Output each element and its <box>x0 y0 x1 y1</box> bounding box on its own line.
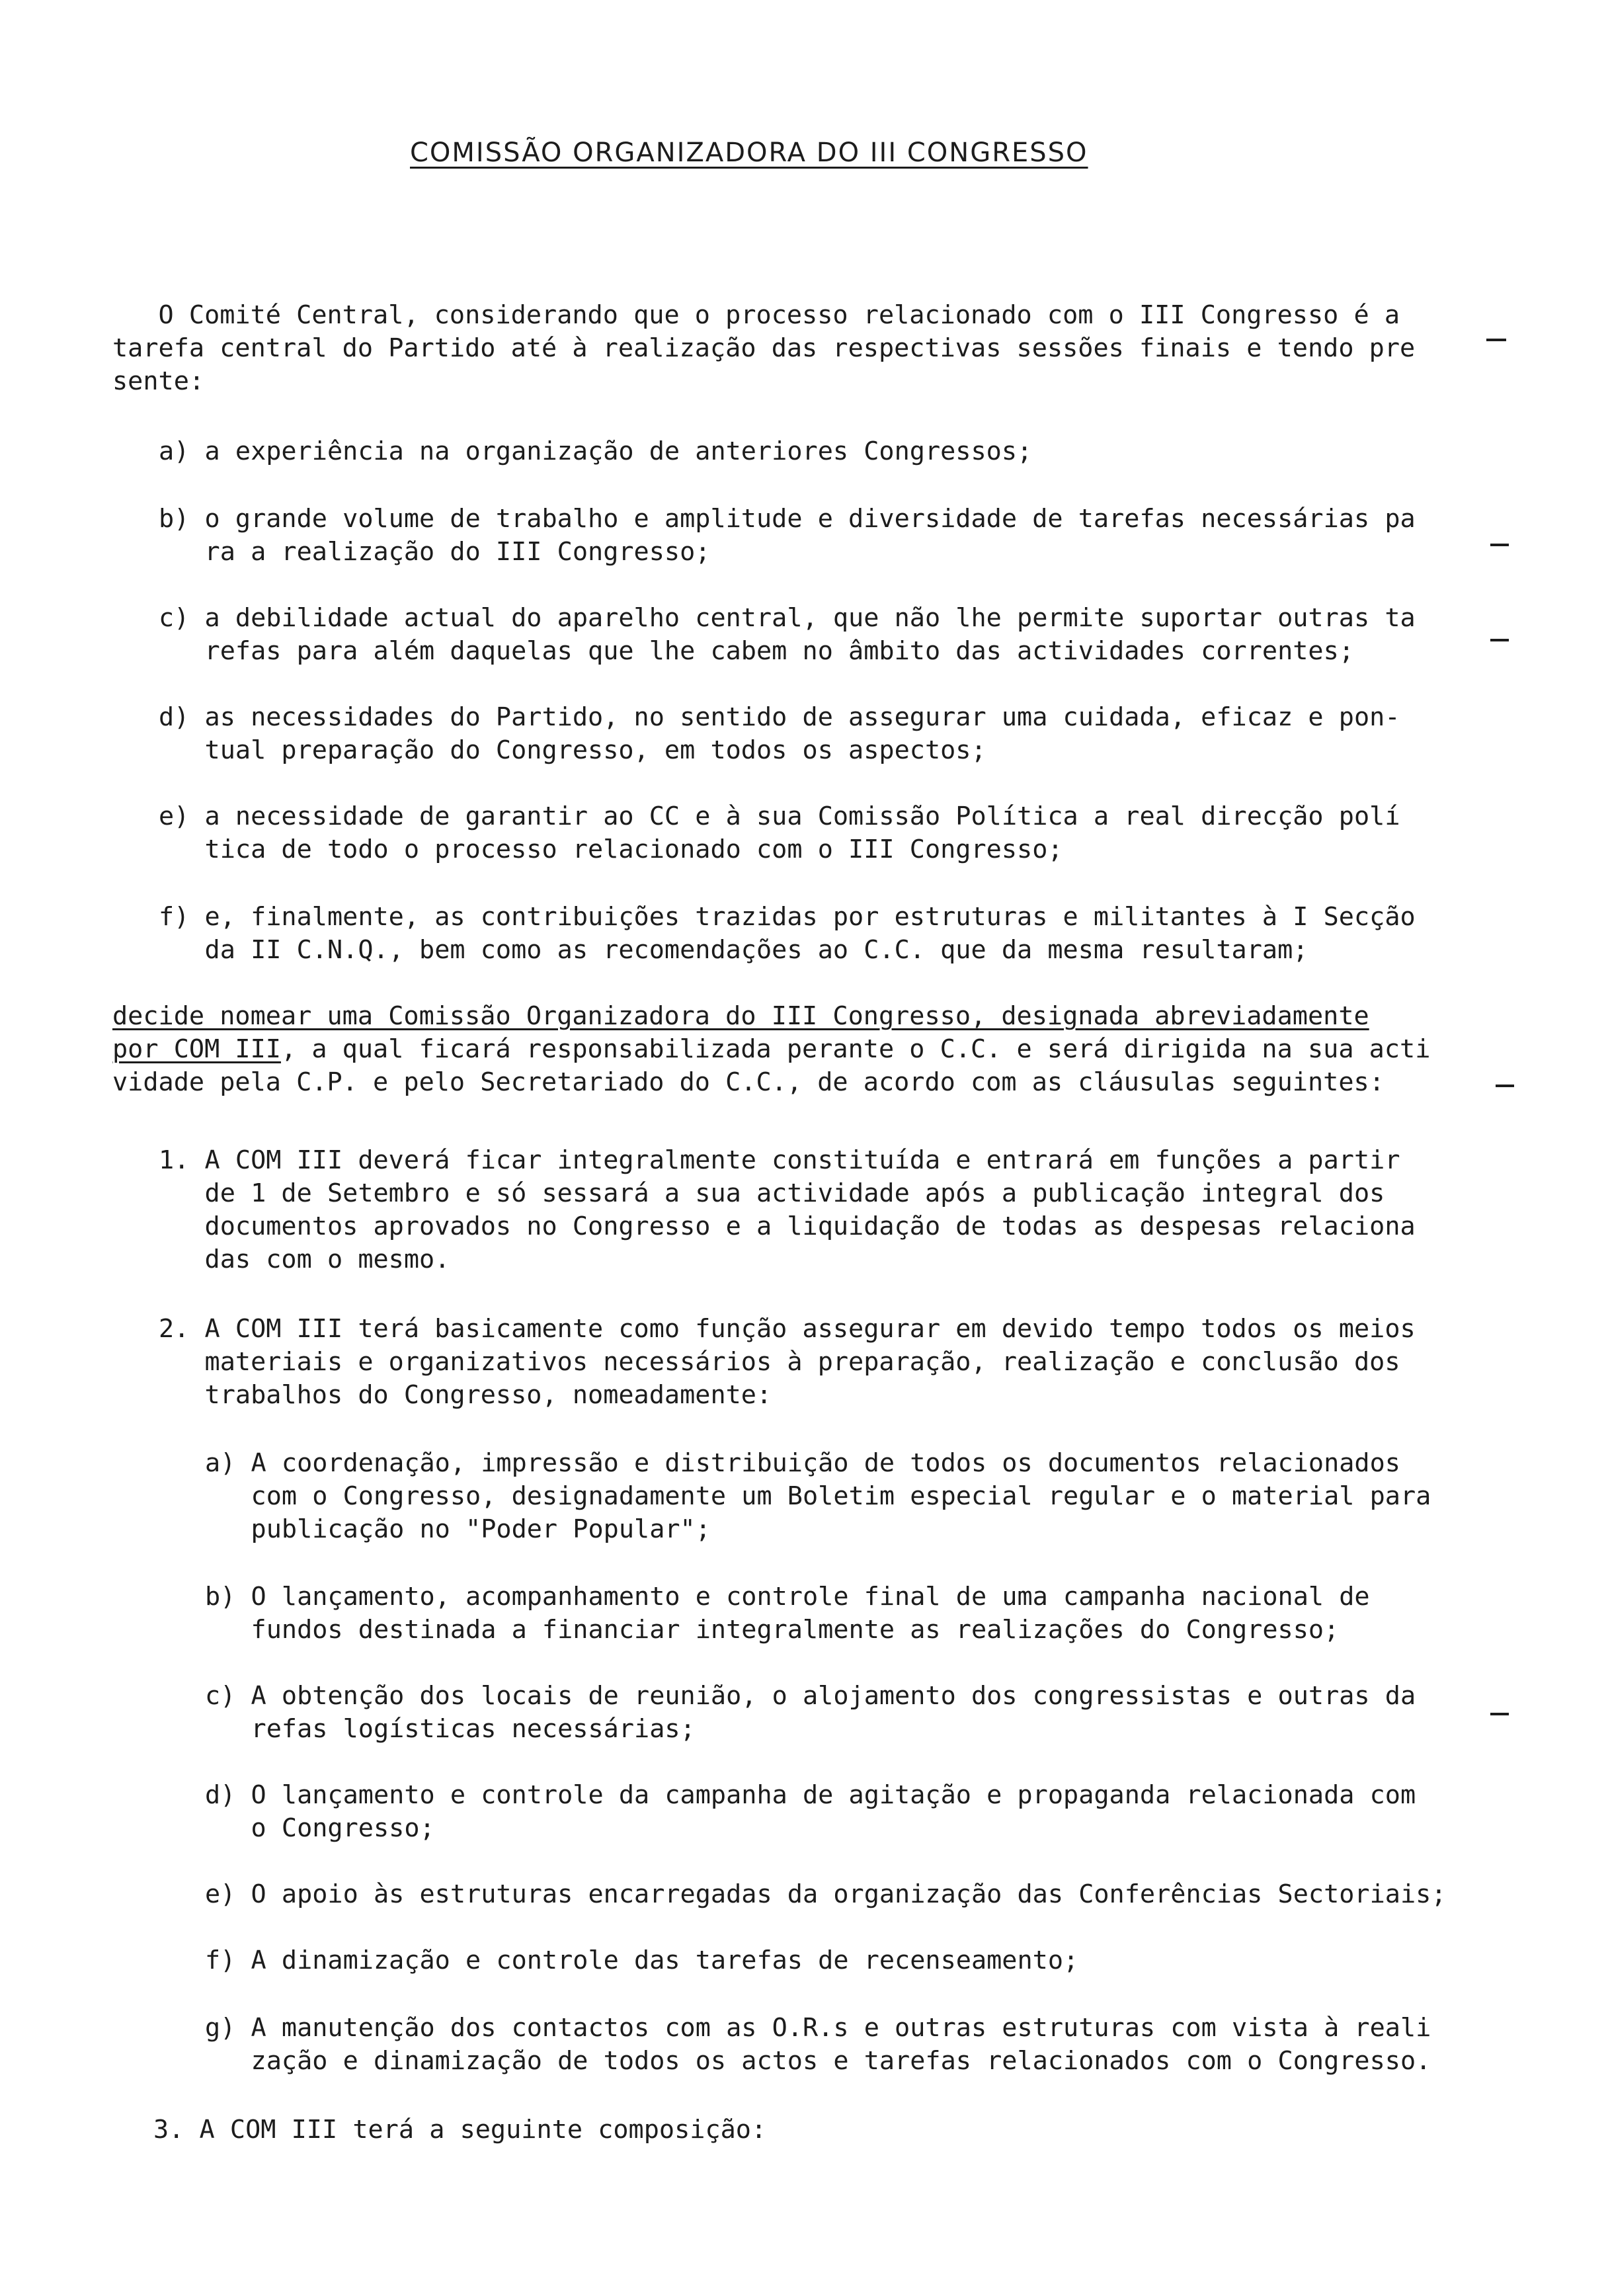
text-span: , a qual ficará responsabilizada perante o C.C. e será dirigida na sua acti <box>280 1034 1431 1064</box>
text-line: c) a debilidade actual do aparelho central, que não lhe permite suportar outras ta <box>159 603 1416 633</box>
text-line: e) a necessidade de garantir ao CC e à sua Comissão Política a real direcção polí <box>159 801 1400 831</box>
text-line: b) O lançamento, acompanhamento e controle final de uma campanha nacional de <box>205 1582 1370 1612</box>
text-line: materiais e organizativos necessários à preparação, realização e conclusão dos <box>159 1347 1400 1377</box>
text-line: O Comité Central, considerando que o processo relacionado com o III Congresso é a <box>112 300 1400 330</box>
intro-paragraph <box>112 299 1415 398</box>
consideration-f <box>159 901 1416 967</box>
hyphen-mark <box>1490 639 1509 641</box>
text-line: f) A dinamização e controle das tarefas de recenseamento; <box>205 1946 1079 1975</box>
clause-1 <box>159 1144 1416 1276</box>
text-line: 2. A COM III terá basicamente como função assegurar em devido tempo todos os meios <box>159 1314 1416 1344</box>
subitem-d <box>205 1779 1416 1845</box>
underlined-text: por COM III <box>112 1034 281 1064</box>
text-line: g) A manutenção dos contactos com as O.R.s e outras estruturas com vista à reali <box>205 2013 1431 2043</box>
clause-2 <box>159 1313 1416 1412</box>
text-line: refas para além daquelas que lhe cabem no âmbito das actividades correntes; <box>159 636 1354 666</box>
page-title: COMISSÃO ORGANIZADORA DO III CONGRESSO <box>410 138 1088 168</box>
text-line: tica de todo o processo relacionado com o III Congresso; <box>159 835 1063 864</box>
clause-3 <box>153 2113 766 2147</box>
subitem-f <box>205 1944 1078 1977</box>
hyphen-mark <box>1490 1713 1509 1715</box>
consideration-a <box>159 435 1032 468</box>
text-line: b) o grande volume de trabalho e amplitude e diversidade de tarefas necessárias pa <box>159 504 1416 534</box>
text-line: o Congresso; <box>205 1813 435 1843</box>
text-line: e) O apoio às estruturas encarregadas da organização das Conferências Sectoriais; <box>205 1879 1447 1909</box>
consideration-b <box>159 503 1416 569</box>
subitem-b <box>205 1580 1370 1647</box>
text-line: trabalhos do Congresso, nomeadamente: <box>159 1380 772 1410</box>
text-line: f) e, finalmente, as contribuições trazidas por estruturas e militantes à I Secção <box>159 902 1416 932</box>
text-line: com o Congresso, designadamente um Boletim especial regular e o material para <box>205 1481 1431 1511</box>
text-line: 3. A COM III terá a seguinte composição: <box>153 2115 767 2145</box>
hyphen-mark <box>1490 544 1509 546</box>
text-line: refas logísticas necessárias; <box>205 1714 696 1744</box>
text-line: das com o mesmo. <box>159 1245 450 1274</box>
consideration-d <box>159 701 1400 767</box>
text-line: decide nomear uma Comissão Organizadora do III Congresso, designada abreviadamente <box>112 1001 1369 1031</box>
text-line: publicação no "Poder Popular"; <box>205 1514 711 1544</box>
consideration-c <box>159 602 1416 668</box>
text-line: a) A coordenação, impressão e distribuição de todos os documentos relacionados <box>205 1448 1400 1478</box>
text-line: zação e dinamização de todos os actos e tarefas relacionados com o Congresso. <box>205 2046 1431 2076</box>
text-line: documentos aprovados no Congresso e a liquidação de todas as despesas relaciona <box>159 1211 1416 1241</box>
text-line: fundos destinada a financiar integralmente as realizações do Congresso; <box>205 1615 1340 1645</box>
subitem-e <box>205 1878 1447 1911</box>
text-line: c) A obtenção dos locais de reunião, o alojamento dos congressistas e outras da <box>205 1681 1416 1711</box>
text-line: sente: <box>112 366 205 396</box>
text-line: a) a experiência na organização de anteriores Congressos; <box>159 436 1033 466</box>
subitem-g <box>205 2012 1431 2078</box>
text-line: d) as necessidades do Partido, no sentido de assegurar uma cuidada, eficaz e pon- <box>159 702 1400 732</box>
text-line: ra a realização do III Congresso; <box>159 537 711 567</box>
consideration-e <box>159 800 1400 866</box>
text-line: da II C.N.Q., bem como as recomendações ao C.C. que da mesma resultaram; <box>159 935 1308 965</box>
subitem-c <box>205 1680 1416 1746</box>
text-line: tarefa central do Partido até à realização das respectivas sessões finais e tendo pre <box>112 333 1416 363</box>
subitem-a <box>205 1447 1431 1546</box>
text-line: 1. A COM III deverá ficar integralmente constituída e entrará em funções a partir <box>159 1145 1400 1175</box>
text-line: vidade pela C.P. e pelo Secretariado do C.C., de acordo com as cláusulas seguintes: <box>112 1067 1385 1097</box>
hyphen-mark <box>1496 1085 1514 1087</box>
decision-paragraph <box>112 1000 1430 1099</box>
text-line: d) O lançamento e controle da campanha de agitação e propaganda relacionada com <box>205 1780 1416 1810</box>
text-line: tual preparação do Congresso, em todos os aspectos; <box>159 735 986 765</box>
text-line <box>112 1033 1430 1066</box>
hyphen-mark <box>1486 339 1506 341</box>
text-line: de 1 de Setembro e só sessará a sua actividade após a publicação integral dos <box>159 1178 1385 1208</box>
